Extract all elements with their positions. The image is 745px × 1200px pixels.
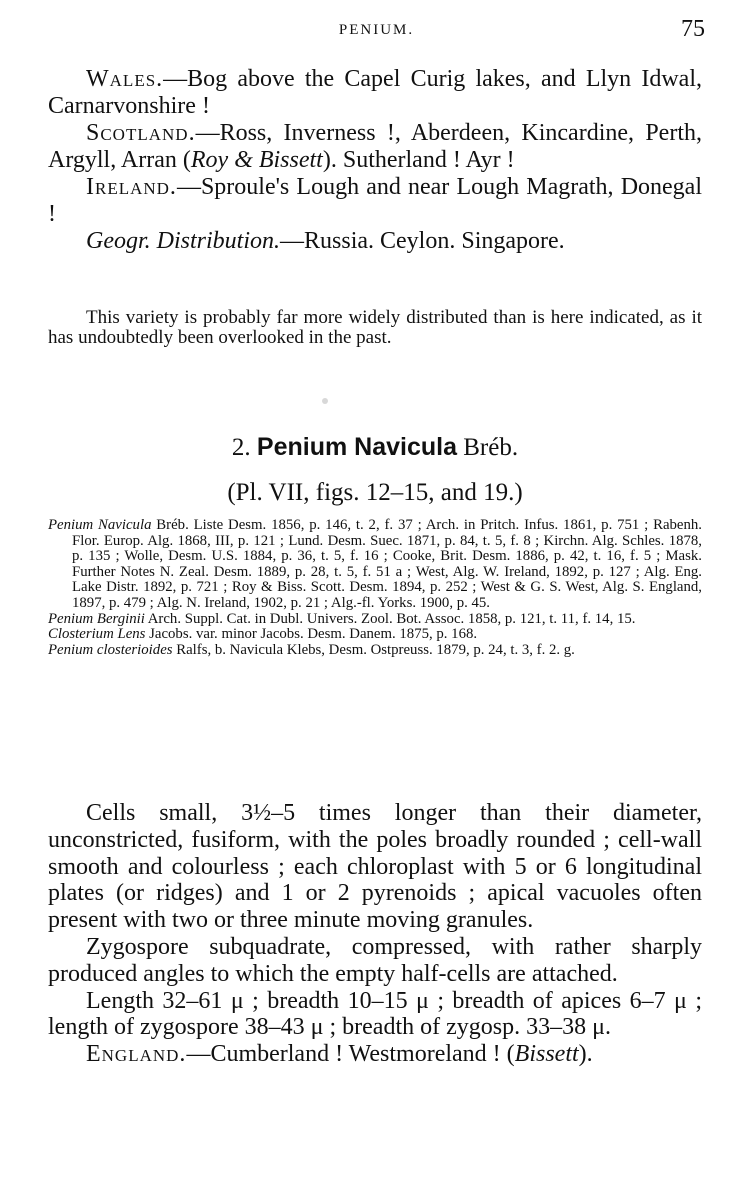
distribution-text: ). Sutherland ! Ayr ! bbox=[322, 147, 515, 173]
distribution-text: —Ross, Inverness !, Aberdeen, Kincardine, Perth, Argyll, Arran ( bbox=[48, 120, 702, 173]
distribution-text: —Sproule's Lough and near Lough Magrath, Donegal ! bbox=[48, 174, 702, 227]
region-label: Ireland. bbox=[86, 174, 177, 200]
page-header bbox=[48, 14, 705, 48]
species-description bbox=[48, 800, 702, 1068]
authority: Bissett bbox=[514, 1041, 579, 1068]
reference-taxon: Closterium Lens bbox=[48, 626, 146, 643]
page-number: 75 bbox=[681, 16, 705, 42]
reference-taxon: Penium Navicula bbox=[48, 517, 152, 533]
distribution-scotland bbox=[48, 120, 702, 174]
synonymy-references bbox=[48, 518, 702, 658]
region-label: England. bbox=[86, 1041, 187, 1068]
species-number: 2. bbox=[231, 434, 251, 461]
reference-entry bbox=[48, 518, 702, 612]
geogr-text: —Russia. Ceylon. Singapore. bbox=[280, 228, 565, 254]
reference-taxon: Penium Berginii bbox=[48, 610, 145, 627]
reference-citation: Bréb. Liste Desm. 1856, p. 146, t. 2, f. 37 ; Arch. in Pritch. Infus. 1861, p. 751 ; Rabenh. Flor. Europ. Alg. 1868, III, p. 121 ; Lund. Desm. Suec. 1871, p. 84, t. 5, f. 8 ; Kirchn. Alg. Schles. 1878, p. 135 ; Wolle, Desm. U.S. 1884, p. 36, t. 5, f. 16 ; Cooke, Brit. Desm. 1886, p. 42, t. 16, f. 5 ; Mask. Further Notes N. Zeal. Desm. 1889, p. 28, t. 5, f. 51 a ; West, Alg. W. Ireland, 1892, p. 127 ; Alg. Eng. Lake Distr. 1892, p. 721 ; Roy & Biss. Scott. Desm. 1894, p. 252 ; West & G. S. West, Alg. S. England, 1897, p. 479 ; Alg. N. Ireland, 1902, p. 21 ; Alg.-fl. Yorks. 1900, p. 45. bbox=[72, 517, 702, 611]
distribution-text: ). bbox=[578, 1041, 593, 1068]
reference-citation: Jacobs. var. minor Jacobs. Desm. Danem. 1875, p. 168. bbox=[145, 626, 478, 643]
distribution-ireland bbox=[48, 174, 702, 228]
region-label: Wales. bbox=[86, 66, 164, 92]
description-cells: Cells small, 3½–5 times longer than their diameter, unconstricted, fusiform, with the poles broadly rounded ; cell-wall smooth and colourless ; each chloroplast with 5 or 6 longitudinal plates (or ridges) and 1 or 2 pyrenoids ; apical vacuoles often present with two or three minute moving granules. bbox=[48, 800, 702, 934]
authority: Roy & Bissett bbox=[190, 147, 323, 173]
geographic-distribution bbox=[48, 228, 702, 255]
plate-reference: (Pl. VII, figs. 12–15, and 19.) bbox=[227, 479, 523, 506]
distribution-text: —Bog above the Capel Curig lakes, and Llyn Idwal, Carnarvonshire ! bbox=[48, 66, 702, 119]
reference-taxon: Penium closterioides bbox=[48, 641, 173, 658]
region-label: Scotland. bbox=[86, 120, 196, 146]
species-name: Penium Navicula bbox=[256, 433, 457, 461]
species-author: Bréb. bbox=[463, 434, 519, 461]
reference-citation: Arch. Suppl. Cat. in Dubl. Univers. Zool. Bot. Assoc. 1858, p. 121, t. 11, f. 14, 15. bbox=[144, 610, 636, 627]
reference-entry bbox=[48, 627, 702, 643]
geogr-label: Geogr. Distribution. bbox=[86, 228, 281, 254]
distribution-wales bbox=[48, 66, 702, 120]
paper-speck bbox=[322, 398, 328, 404]
reference-entry bbox=[48, 612, 702, 628]
distribution-section-1 bbox=[48, 66, 702, 255]
running-head: PENIUM. bbox=[338, 22, 415, 38]
reference-citation: Ralfs, b. Navicula Klebs, Desm. Ostpreuss. 1879, p. 24, t. 3, f. 2. g. bbox=[172, 641, 575, 658]
reference-entry bbox=[48, 643, 702, 659]
distribution-text: —Cumberland ! Westmoreland ! ( bbox=[186, 1041, 515, 1068]
note-paragraph: This variety is probably far more widely distributed than is here indicated, as it has undoubtedly been overlooked in the past. bbox=[48, 307, 702, 348]
distribution-england bbox=[48, 1041, 702, 1068]
description-zygospore: Zygospore subquadrate, compressed, with rather sharply produced angles to which the empty half-cells are attached. bbox=[48, 933, 702, 987]
description-measurements: Length 32–61 μ ; breadth 10–15 μ ; breadth of apices 6–7 μ ; length of zygospore 38–43 μ ; breadth of zygosp. 33–38 μ. bbox=[48, 987, 702, 1041]
species-heading bbox=[48, 432, 702, 463]
